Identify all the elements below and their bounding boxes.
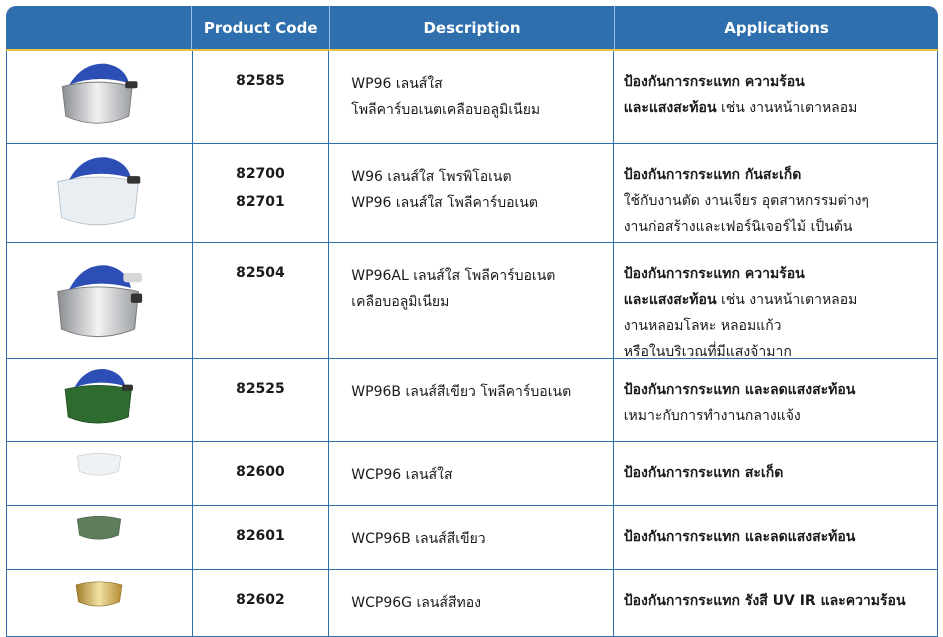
application-bold-text: ป้องกันการกระแทก และลดแสงสะท้อน xyxy=(623,382,856,398)
visor-green-icon xyxy=(37,510,161,565)
applications-cell xyxy=(614,359,937,441)
product-code: 82525 xyxy=(236,381,285,397)
application-bold-text: ป้องกันการกระแทก กันสะเก็ด xyxy=(623,167,802,183)
description-cell xyxy=(329,506,613,569)
header-description: Description xyxy=(330,6,615,49)
product-image xyxy=(7,570,193,636)
description-line: WCP96G เลนส์สีทอง xyxy=(351,595,481,611)
product-code: 82701 xyxy=(236,194,285,210)
application-line xyxy=(624,403,937,429)
product-image xyxy=(7,243,193,358)
table-row xyxy=(6,51,938,144)
application-line xyxy=(624,261,937,287)
table-row xyxy=(6,570,938,637)
product-code-cell xyxy=(193,570,330,636)
product-code-cell xyxy=(193,243,330,358)
application-line xyxy=(624,214,937,240)
description-line: เคลือบอลูมิเนียม xyxy=(351,294,450,310)
face-shield-clear-icon xyxy=(37,148,161,238)
application-bold-text: และแสงสะท้อน xyxy=(623,292,717,308)
application-bold-text: ป้องกันการกระแทก ความร้อน xyxy=(623,266,805,282)
table-row xyxy=(6,442,938,506)
applications-cell xyxy=(614,442,937,505)
application-line xyxy=(624,95,937,121)
product-code: 82700 xyxy=(236,166,285,182)
description-line: โพลีคาร์บอเนตเคลือบอลูมิเนียม xyxy=(351,102,541,118)
table-row xyxy=(6,359,938,442)
description-line: WP96 เลนส์ใส xyxy=(351,76,443,92)
application-text: หรือในบริเวณที่มีแสงจ้ามาก xyxy=(623,344,792,360)
application-bold-text: ป้องกันการกระแทก ความร้อน xyxy=(623,74,805,90)
product-code-cell xyxy=(193,144,330,242)
application-bold-text: และแสงสะท้อน xyxy=(623,100,717,116)
product-code-cell xyxy=(193,506,330,569)
applications-cell xyxy=(614,243,937,358)
product-image xyxy=(7,144,193,242)
applications-cell xyxy=(614,506,937,569)
face-shield-aluminized-ratchet-icon xyxy=(37,256,161,346)
application-text: เช่น งานหน้าเตาหลอม xyxy=(716,100,858,116)
application-line xyxy=(624,460,937,486)
application-text: เหมาะกับการทำงานกลางแจ้ง xyxy=(623,408,801,424)
description-cell xyxy=(329,570,613,636)
table-body xyxy=(6,51,938,637)
product-table xyxy=(6,6,938,637)
description-cell xyxy=(329,243,613,358)
application-text: เช่น งานหน้าเตาหลอม xyxy=(716,292,858,308)
product-code-cell xyxy=(193,359,330,441)
product-code-cell xyxy=(193,442,330,505)
product-image xyxy=(7,51,193,143)
product-code: 82600 xyxy=(236,464,285,480)
application-line xyxy=(624,377,937,403)
description-line: WCP96B เลนส์สีเขียว xyxy=(351,531,486,547)
application-bold-text: ป้องกันการกระแทก สะเก็ด xyxy=(623,465,784,481)
application-text: ใช้กับงานตัด งานเจียร อุตสาหกรรมต่างๆ xyxy=(623,193,869,209)
application-line xyxy=(624,162,937,188)
product-code: 82504 xyxy=(236,265,285,281)
header-product-code: Product Code xyxy=(192,6,330,49)
description-line: WP96B เลนส์สีเขียว โพลีคาร์บอเนต xyxy=(351,384,572,400)
table-row xyxy=(6,243,938,359)
product-code: 82601 xyxy=(236,528,285,544)
header-applications: Applications xyxy=(724,18,829,37)
table-row xyxy=(6,144,938,243)
face-shield-green-icon xyxy=(37,363,161,437)
description-line: WCP96 เลนส์ใส xyxy=(351,467,453,483)
applications-cell xyxy=(614,51,937,143)
application-text: งานหลอมโลหะ หลอมแก้ว xyxy=(623,318,782,334)
application-line xyxy=(624,188,937,214)
table-header xyxy=(6,6,938,51)
product-code: 82602 xyxy=(236,592,285,608)
application-bold-text: ป้องกันการกระแทก รังสี UV IR และความร้อน xyxy=(623,593,906,609)
face-shield-aluminized-icon xyxy=(37,55,161,139)
header-image xyxy=(6,6,192,49)
visor-clear-icon xyxy=(37,446,161,501)
description-cell xyxy=(329,51,613,143)
description-line: WP96AL เลนส์ใส โพลีคาร์บอเนต xyxy=(351,268,556,284)
product-image xyxy=(7,442,193,505)
product-image xyxy=(7,506,193,569)
application-line xyxy=(624,69,937,95)
application-line xyxy=(624,524,937,550)
product-image xyxy=(7,359,193,441)
application-line xyxy=(624,287,937,313)
application-line xyxy=(624,313,937,339)
visor-gold-icon xyxy=(37,574,161,632)
applications-cell xyxy=(614,570,937,636)
product-code: 82585 xyxy=(236,73,285,89)
table-row xyxy=(6,506,938,570)
description-cell xyxy=(329,442,613,505)
application-bold-text: ป้องกันการกระแทก และลดแสงสะท้อน xyxy=(623,529,856,545)
description-cell xyxy=(329,359,613,441)
application-line xyxy=(624,588,937,614)
description-line: W96 เลนส์ใส โพรพิโอเนต xyxy=(351,169,512,185)
applications-cell xyxy=(614,144,937,242)
application-text: งานก่อสร้างและเฟอร์นิเจอร์ไม้ เป็นต้น xyxy=(623,219,853,235)
description-cell xyxy=(329,144,613,242)
description-line: WP96 เลนส์ใส โพลีคาร์บอเนต xyxy=(351,195,538,211)
product-code-cell xyxy=(193,51,330,143)
